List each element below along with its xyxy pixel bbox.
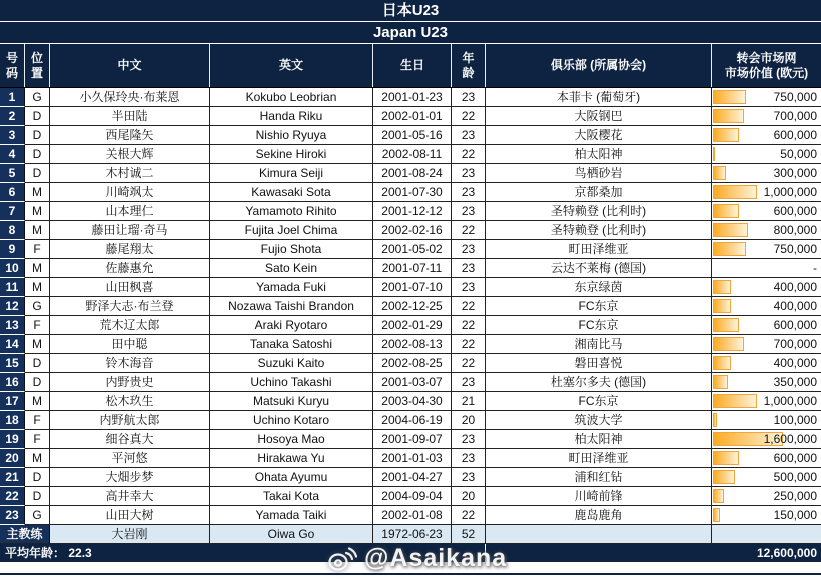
player-position: D [25,354,50,373]
player-club: 筑波大学 [486,411,712,430]
value-text: 400,000 [773,280,817,294]
player-dob: 2001-05-02 [373,240,452,259]
player-name-cn: 藤田让瑠·奇马 [50,221,210,240]
value-text: 300,000 [773,166,817,180]
player-dob: 2001-07-30 [373,183,452,202]
player-market-value [712,297,821,316]
table-row [0,373,821,392]
coach-value-empty [712,525,821,544]
player-number: 8 [0,221,25,240]
player-dob: 2004-06-19 [373,411,452,430]
player-dob: 2002-08-25 [373,354,452,373]
table-header [0,43,821,88]
player-name-cn: 野泽大志·布兰登 [50,297,210,316]
value-text: 1,000,000 [763,185,817,199]
table-row [0,354,821,373]
coach-row [0,525,821,544]
player-name-cn: 山田枫喜 [50,278,210,297]
table-row [0,221,821,240]
player-dob: 2003-04-30 [373,392,452,411]
player-position: D [25,373,50,392]
value-text: 150,000 [773,508,817,522]
player-dob: 2002-01-29 [373,316,452,335]
player-name-en: Matsuki Kuryu [210,392,373,411]
table-row [0,506,821,525]
player-name-en: Hosoya Mao [210,430,373,449]
player-name-cn: 松木玖生 [50,392,210,411]
table-row [0,316,821,335]
player-dob: 2001-01-03 [373,449,452,468]
player-name-en: Sato Kein [210,259,373,278]
player-position: F [25,240,50,259]
table-row [0,430,821,449]
player-age: 21 [452,392,486,411]
player-market-value [712,259,821,278]
player-club: 京都桑加 [486,183,712,202]
player-number: 20 [0,449,25,468]
player-market-value [712,183,821,202]
player-number: 2 [0,107,25,126]
player-market-value [712,278,821,297]
player-dob: 2001-09-07 [373,430,452,449]
table-row [0,240,821,259]
player-position: D [25,126,50,145]
player-name-cn: 川崎飒太 [50,183,210,202]
value-text: 1,600,000 [763,432,817,446]
player-position: M [25,392,50,411]
player-name-en: Takai Kota [210,487,373,506]
player-name-en: Uchino Takashi [210,373,373,392]
player-position: G [25,297,50,316]
player-name-en: Nishio Ryuya [210,126,373,145]
player-number: 11 [0,278,25,297]
player-position: M [25,202,50,221]
player-market-value [712,411,821,430]
player-number: 12 [0,297,25,316]
player-position: M [25,183,50,202]
player-name-cn: 西尾隆矢 [50,126,210,145]
player-number: 21 [0,468,25,487]
player-age: 20 [452,411,486,430]
average-age-label: 平均年龄： [5,546,66,560]
col-header-age: 年龄 [452,44,486,87]
player-name-cn: 小久保玲央·布莱恩 [50,88,210,107]
player-name-en: Suzuki Kaito [210,354,373,373]
value-text: 250,000 [773,489,817,503]
player-position: D [25,468,50,487]
player-age: 22 [452,145,486,164]
player-name-en: Yamada Fuki [210,278,373,297]
player-age: 22 [452,506,486,525]
player-club: 东京绿茵 [486,278,712,297]
player-club: 圣特赖登 (比利时) [486,202,712,221]
table-row [0,411,821,430]
player-market-value [712,335,821,354]
player-dob: 2002-01-01 [373,107,452,126]
player-name-cn: 藤尾翔太 [50,240,210,259]
player-market-value [712,126,821,145]
value-text: 750,000 [773,242,817,256]
player-market-value [712,202,821,221]
player-position: G [25,506,50,525]
player-dob: 2002-08-13 [373,335,452,354]
bottom-border-line [0,573,821,575]
table-row [0,392,821,411]
player-name-cn: 山本理仁 [50,202,210,221]
player-number: 14 [0,335,25,354]
player-name-cn: 内野贵史 [50,373,210,392]
player-name-cn: 半田陆 [50,107,210,126]
player-name-en: Kokubo Leobrian [210,88,373,107]
average-age-value: 22.3 [68,546,92,560]
coach-club-empty [486,525,712,544]
player-club: 町田泽维亚 [486,240,712,259]
value-text: 50,000 [780,147,817,161]
value-text: 100,000 [773,413,817,427]
player-club: 浦和红钻 [486,468,712,487]
player-position: M [25,449,50,468]
player-number: 16 [0,373,25,392]
table-row [0,278,821,297]
table-row [0,468,821,487]
player-number: 9 [0,240,25,259]
player-dob: 2001-07-10 [373,278,452,297]
total-value: 12,600,000 [756,546,817,560]
value-text: 750,000 [773,90,817,104]
player-club: 柏太阳神 [486,430,712,449]
player-club: 磐田喜悦 [486,354,712,373]
table-row [0,88,821,107]
player-position: M [25,259,50,278]
player-age: 23 [452,183,486,202]
player-market-value [712,487,821,506]
player-age: 22 [452,335,486,354]
player-name-cn: 佐藤惠允 [50,259,210,278]
table-row [0,487,821,506]
table-row [0,164,821,183]
player-name-en: Fujio Shota [210,240,373,259]
player-number: 17 [0,392,25,411]
col-header-number: 号码 [0,44,25,87]
player-dob: 2001-12-12 [373,202,452,221]
player-position: M [25,221,50,240]
player-position: D [25,487,50,506]
player-name-en: Ohata Ayumu [210,468,373,487]
table-row [0,126,821,145]
player-market-value [712,506,821,525]
player-rows [0,88,821,525]
player-name-en: Araki Ryotaro [210,316,373,335]
player-dob: 2004-09-04 [373,487,452,506]
col-header-dob: 生日 [373,44,452,87]
player-age: 23 [452,373,486,392]
value-text: 600,000 [773,451,817,465]
player-dob: 2002-08-11 [373,145,452,164]
bottom-spacer [0,562,821,573]
player-position: D [25,164,50,183]
player-number: 1 [0,88,25,107]
player-number: 5 [0,164,25,183]
player-market-value [712,107,821,126]
player-age: 23 [452,164,486,183]
player-market-value [712,145,821,164]
title-en: Japan U23 [0,22,821,43]
coach-name-en: Oiwa Go [210,525,373,544]
player-name-cn: 平河悠 [50,449,210,468]
player-position: M [25,278,50,297]
value-text: 700,000 [773,109,817,123]
col-header-value-line2: 市场价值 (欧元) [724,65,809,80]
player-club: 本菲卡 (葡萄牙) [486,88,712,107]
player-age: 20 [452,487,486,506]
player-market-value [712,164,821,183]
player-age: 22 [452,316,486,335]
table-row [0,107,821,126]
value-text: 700,000 [773,337,817,351]
player-age: 22 [452,107,486,126]
player-name-cn: 内野航太郎 [50,411,210,430]
player-name-en: Yamamoto Rihito [210,202,373,221]
summary-row [0,544,821,562]
player-market-value [712,88,821,107]
player-club: FC东京 [486,316,712,335]
table-row [0,449,821,468]
player-club: FC东京 [486,297,712,316]
table-row [0,183,821,202]
coach-label: 主教练 [0,525,50,544]
player-name-cn: 细谷真大 [50,430,210,449]
player-age: 22 [452,297,486,316]
value-text: - [813,261,817,275]
player-club: 柏太阳神 [486,145,712,164]
player-number: 7 [0,202,25,221]
player-age: 23 [452,430,486,449]
player-number: 15 [0,354,25,373]
value-text: 500,000 [773,470,817,484]
player-market-value [712,392,821,411]
player-name-en: Yamada Taiki [210,506,373,525]
player-market-value [712,354,821,373]
player-name-cn: 田中聪 [50,335,210,354]
player-name-en: Tanaka Satoshi [210,335,373,354]
player-age: 23 [452,88,486,107]
player-club: 町田泽维亚 [486,449,712,468]
col-header-value [712,44,821,87]
player-name-cn: 关根大辉 [50,145,210,164]
player-dob: 2002-01-08 [373,506,452,525]
player-name-en: Kawasaki Sota [210,183,373,202]
coach-age: 52 [452,525,486,544]
player-age: 23 [452,468,486,487]
table-row [0,335,821,354]
player-name-cn: 木村诚二 [50,164,210,183]
player-market-value [712,468,821,487]
value-text: 600,000 [773,318,817,332]
player-name-en: Sekine Hiroki [210,145,373,164]
player-name-en: Nozawa Taishi Brandon [210,297,373,316]
player-number: 10 [0,259,25,278]
player-club: 大阪钢巴 [486,107,712,126]
table-row [0,202,821,221]
player-number: 19 [0,430,25,449]
player-club: 鸟栖砂岩 [486,164,712,183]
player-name-cn: 高井幸大 [50,487,210,506]
player-age: 23 [452,202,486,221]
player-dob: 2001-07-11 [373,259,452,278]
player-number: 22 [0,487,25,506]
player-club: 云达不莱梅 (德国) [486,259,712,278]
player-number: 4 [0,145,25,164]
value-text: 600,000 [773,128,817,142]
player-position: G [25,88,50,107]
col-header-club: 俱乐部 (所属协会) [486,44,712,87]
player-dob: 2001-04-27 [373,468,452,487]
col-header-name-cn: 中文 [50,44,210,87]
value-text: 400,000 [773,299,817,313]
player-number: 6 [0,183,25,202]
player-dob: 2001-03-07 [373,373,452,392]
player-dob: 2001-01-23 [373,88,452,107]
player-market-value [712,240,821,259]
player-club: 圣特赖登 (比利时) [486,221,712,240]
table-row [0,259,821,278]
player-name-cn: 荒木辽太郎 [50,316,210,335]
player-club: 大阪樱花 [486,126,712,145]
player-market-value [712,221,821,240]
player-age: 22 [452,221,486,240]
player-name-cn: 铃木海音 [50,354,210,373]
value-text: 600,000 [773,204,817,218]
player-name-en: Fujita Joel Chima [210,221,373,240]
player-position: F [25,411,50,430]
col-header-name-en: 英文 [210,44,373,87]
coach-name-cn: 大岩刚 [50,525,210,544]
title-cn: 日本U23 [0,0,821,21]
watermark-text: @Asaikana [364,544,508,572]
player-position: D [25,145,50,164]
player-dob: 2002-02-16 [373,221,452,240]
player-market-value [712,430,821,449]
player-age: 23 [452,278,486,297]
player-club: 湘南比马 [486,335,712,354]
player-age: 23 [452,259,486,278]
player-name-en: Uchino Kotaro [210,411,373,430]
player-position: F [25,430,50,449]
player-number: 13 [0,316,25,335]
player-age: 23 [452,240,486,259]
player-club: FC东京 [486,392,712,411]
player-dob: 2001-05-16 [373,126,452,145]
value-text: 400,000 [773,356,817,370]
player-age: 23 [452,449,486,468]
player-market-value [712,316,821,335]
value-text: 800,000 [773,223,817,237]
player-name-en: Kimura Seiji [210,164,373,183]
player-age: 23 [452,126,486,145]
player-club: 杜塞尔多夫 (德国) [486,373,712,392]
player-club: 川崎前锋 [486,487,712,506]
value-text: 1,000,000 [763,394,817,408]
player-age: 22 [452,354,486,373]
player-name-en: Hirakawa Yu [210,449,373,468]
player-number: 23 [0,506,25,525]
col-header-value-line1: 转会市场网 [736,50,797,65]
table-row [0,297,821,316]
player-dob: 2002-12-25 [373,297,452,316]
average-age [0,544,486,562]
player-position: M [25,335,50,354]
player-number: 18 [0,411,25,430]
player-club: 鹿岛鹿角 [486,506,712,525]
coach-dob: 1972-06-23 [373,525,452,544]
player-name-cn: 大畑步梦 [50,468,210,487]
player-position: F [25,316,50,335]
table-row [0,145,821,164]
player-name-cn: 山田大树 [50,506,210,525]
player-dob: 2001-08-24 [373,164,452,183]
player-position: D [25,107,50,126]
player-number: 3 [0,126,25,145]
player-name-en: Handa Riku [210,107,373,126]
value-text: 350,000 [773,375,817,389]
player-market-value [712,449,821,468]
player-market-value [712,373,821,392]
col-header-position: 位置 [25,44,50,87]
